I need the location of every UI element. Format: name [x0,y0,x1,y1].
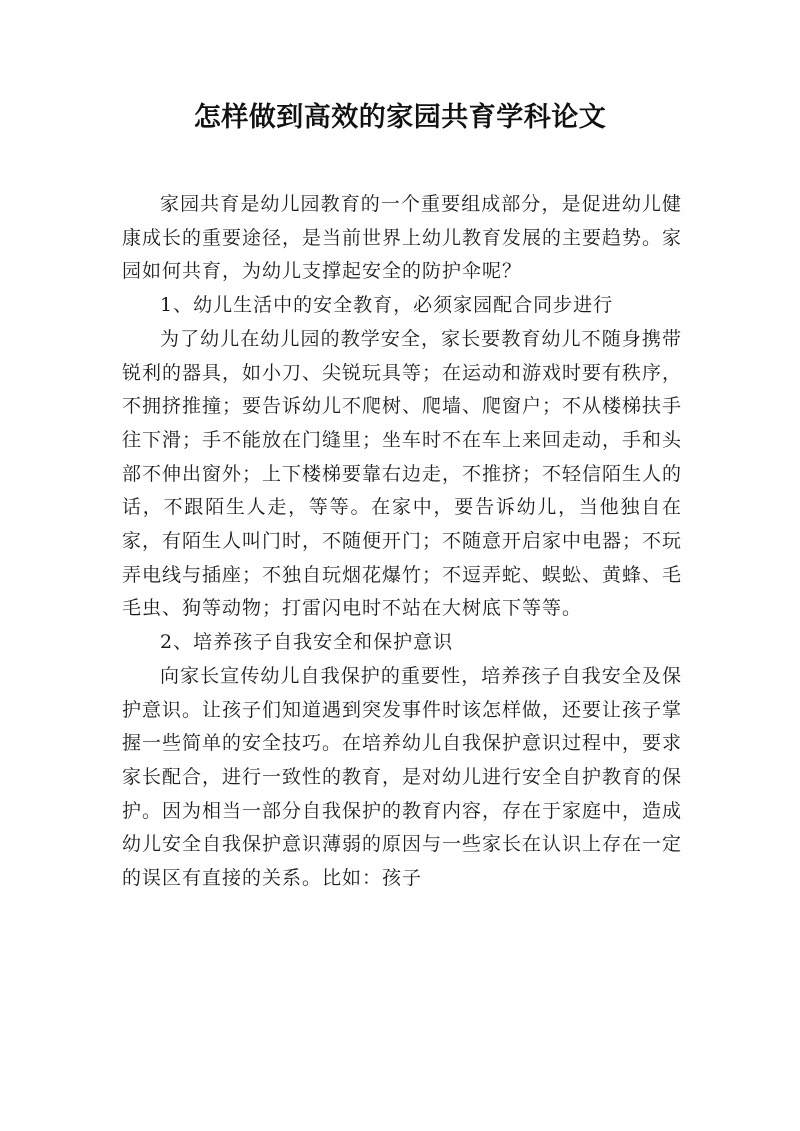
paragraph-section-2: 向家长宣传幼儿自我保护的重要性，培养孩子自我安全及保护意识。让孩子们知道遇到突发事件时该怎样做，还要让孩子掌握一些简单的安全技巧。在培养幼儿自我保护意识过程中，要求家长配合，进行一致性的教育，是对幼儿进行安全自护教育的保护。因为相当一部分自我保护的教育内容，存在于家庭中，造成幼儿安全自我保护意识薄弱的原因与一些家长在认识上存在一定的误区有直接的关系。比如：孩子 [122,664,683,890]
section-heading-2: 2、培养孩子自我安全和保护意识 [160,631,454,654]
document-body [122,188,682,896]
document-title: 怎样做到高效的家园共育学科论文 [193,102,607,133]
paragraph-intro: 家园共育是幼儿园教育的一个重要组成部分，是促进幼儿健康成长的重要途径，是当前世界上幼儿教育发展的主要趋势。家园如何共育，为幼儿支撑起安全的防护伞呢？ [122,193,683,283]
paragraph-section-1: 为了幼儿在幼儿园的教学安全，家长要教育幼儿不随身携带锐利的器具，如小刀、尖锐玩具等；在运动和游戏时要有秩序，不拥挤推撞；要告诉幼儿不爬树、爬墙、爬窗户；不从楼梯扶手往下滑；手不能放在门缝里；坐车时不在车上来回走动，手和头部不伸出窗外；上下楼梯要靠右边走，不推挤；不轻信陌生人的话，不跟陌生人走，等等。在家中，要告诉幼儿，当他独自在家，有陌生人叫门时，不随便开门；不随意开启家中电器；不玩弄电线与插座；不独自玩烟花爆竹；不逗弄蛇、蜈蚣、黄蜂、毛毛虫、狗等动物；打雷闪电时不站在大树底下等等。 [122,327,683,620]
section-heading-1: 1、幼儿生活中的安全教育，必须家园配合同步进行 [160,294,614,317]
